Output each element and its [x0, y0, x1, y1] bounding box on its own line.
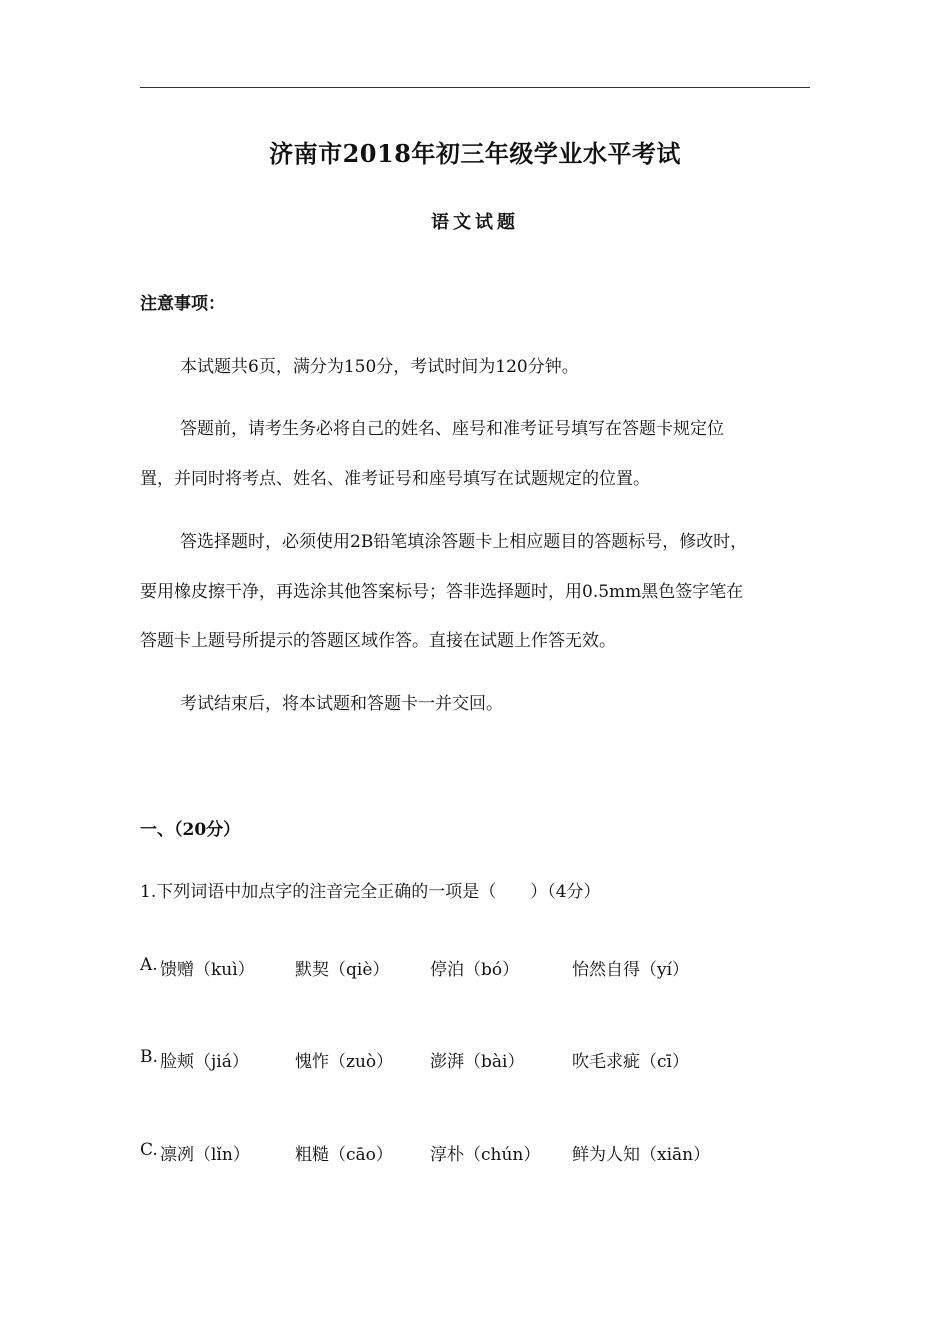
option-label: C. — [140, 1140, 158, 1160]
notice-paragraph-2-line-2: 置，并同时将考点、姓名、准考证号和座号填写在试题规定的位置。 — [140, 469, 650, 489]
option-word: 澎湃（bài） — [430, 1052, 525, 1072]
notice-paragraph-2-line-1: 答题前，请考生务必将自己的姓名、座号和准考证号填写在答题卡规定位 — [180, 419, 724, 439]
option-label: A. — [140, 955, 158, 975]
notice-paragraph-3-line-3: 答题卡上题号所提示的答题区域作答。直接在试题上作答无效。 — [140, 631, 616, 651]
option-a — [140, 955, 820, 979]
option-word: 停泊（bó） — [430, 960, 520, 980]
option-word: 怡然自得（yí） — [572, 960, 690, 980]
option-label: B. — [140, 1047, 158, 1067]
notice-paragraph-3-line-2: 要用橡皮擦干净，再选涂其他答案标号；答非选择题时，用0.5mm黑色签字笔在 — [140, 582, 744, 602]
option-word: 凛冽（lǐn） — [160, 1145, 250, 1165]
option-word: 鲜为人知（xiān） — [572, 1145, 711, 1165]
question-1-stem: 1.下列词语中加点字的注音完全正确的一项是（ ）（4分） — [140, 882, 601, 902]
notice-paragraph-1: 本试题共6页，满分为150分，考试时间为120分钟。 — [180, 357, 579, 377]
option-b — [140, 1047, 820, 1071]
option-word: 脸颊（jiá） — [160, 1052, 249, 1072]
notice-paragraph-3-line-1: 答选择题时，必须使用2B铅笔填涂答题卡上相应题目的答题标号，修改时， — [180, 532, 748, 552]
option-word: 粗糙（cāo） — [295, 1145, 393, 1165]
notice-heading: 注意事项： — [140, 294, 225, 314]
option-word: 愧怍（zuò） — [295, 1052, 394, 1072]
section-1-heading: 一、（20分） — [140, 820, 241, 840]
option-word: 淳朴（chún） — [430, 1145, 541, 1165]
option-c — [140, 1140, 820, 1164]
header-rule — [140, 87, 810, 88]
exam-title: 济南市2018年初三年级学业水平考试 — [269, 139, 681, 168]
exam-subtitle: 语文试题 — [431, 212, 519, 233]
option-word: 默契（qiè） — [295, 960, 390, 980]
option-word: 吹毛求疵（cī） — [572, 1052, 689, 1072]
notice-paragraph-4: 考试结束后，将本试题和答题卡一并交回。 — [180, 694, 503, 714]
option-word: 馈赠（kuì） — [160, 960, 255, 980]
